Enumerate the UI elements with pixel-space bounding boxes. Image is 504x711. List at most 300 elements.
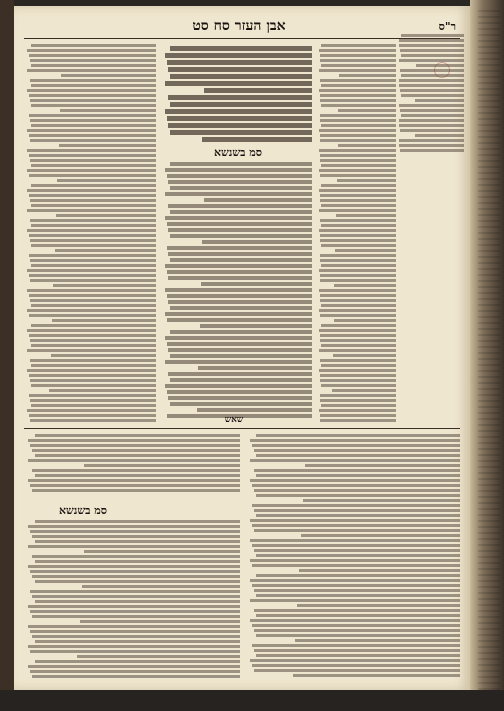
- text-line: [319, 349, 396, 352]
- text-line: [320, 379, 396, 382]
- text-line: [27, 349, 156, 352]
- text-line: [170, 354, 312, 358]
- text-line: [399, 144, 464, 147]
- text-line: [321, 184, 396, 187]
- book-page: [14, 6, 470, 690]
- text-line: [198, 366, 312, 370]
- text-line: [170, 258, 312, 262]
- text-line: [252, 664, 460, 667]
- text-line: [27, 409, 156, 412]
- lower-commentary-right: [248, 434, 460, 682]
- text-line: [321, 44, 396, 47]
- text-line: [336, 214, 396, 217]
- text-line: [29, 54, 156, 57]
- text-line: [332, 389, 396, 392]
- text-line: [321, 304, 396, 307]
- text-line: [167, 174, 312, 178]
- text-line: [204, 88, 312, 93]
- text-line: [252, 484, 460, 487]
- text-line: [30, 199, 156, 202]
- text-line: [167, 390, 312, 394]
- text-line: [320, 94, 396, 97]
- lower-section-heading: סמ בשנשא: [58, 504, 108, 517]
- text-line: [305, 464, 460, 467]
- text-line: [254, 449, 460, 452]
- text-line: [32, 615, 240, 618]
- text-line: [401, 34, 464, 37]
- text-line: [320, 59, 396, 62]
- text-line: [30, 419, 156, 422]
- text-line: [319, 309, 396, 312]
- text-line: [319, 369, 396, 372]
- text-line: [167, 294, 312, 298]
- text-line: [165, 312, 312, 316]
- text-line: [29, 334, 156, 337]
- text-line: [338, 109, 396, 112]
- text-line: [168, 396, 312, 400]
- text-line: [399, 139, 464, 142]
- text-line: [30, 670, 240, 673]
- text-line: [321, 124, 396, 127]
- text-line: [415, 99, 464, 102]
- text-line: [401, 74, 464, 77]
- text-line: [252, 524, 460, 527]
- text-line: [321, 224, 396, 227]
- text-line: [252, 544, 460, 547]
- text-line: [321, 164, 396, 167]
- text-line: [319, 189, 396, 192]
- text-line: [321, 204, 396, 207]
- text-line: [320, 299, 396, 302]
- text-line: [320, 359, 396, 362]
- text-line: [320, 234, 396, 237]
- lower-commentary-left: [26, 520, 240, 682]
- text-line: [321, 344, 396, 347]
- text-line: [31, 164, 156, 167]
- scan-background-bottom: [0, 690, 504, 711]
- text-line: [31, 64, 156, 67]
- text-line: [319, 169, 396, 172]
- text-line: [30, 399, 156, 402]
- text-line: [320, 419, 396, 422]
- text-line: [293, 674, 460, 677]
- text-line: [30, 570, 240, 573]
- text-line: [28, 605, 240, 608]
- text-line: [320, 259, 396, 262]
- text-line: [254, 609, 460, 612]
- text-line: [250, 599, 460, 602]
- text-line: [29, 94, 156, 97]
- text-line: [30, 444, 240, 447]
- text-line: [30, 610, 240, 613]
- text-line: [28, 665, 240, 668]
- main-text-body: [164, 162, 312, 422]
- text-line: [320, 399, 396, 402]
- text-line: [299, 569, 460, 572]
- text-line: [32, 555, 240, 558]
- text-line: [320, 374, 396, 377]
- text-line: [256, 654, 460, 657]
- text-line: [200, 324, 312, 328]
- text-line: [319, 49, 396, 52]
- text-line: [252, 444, 460, 447]
- text-line: [170, 130, 312, 135]
- text-line: [31, 204, 156, 207]
- text-line: [256, 474, 460, 477]
- text-line: [319, 89, 396, 92]
- text-line: [29, 314, 156, 317]
- text-line: [27, 89, 156, 92]
- text-line: [254, 589, 460, 592]
- text-line: [338, 144, 397, 147]
- text-line: [167, 318, 312, 322]
- text-line: [165, 288, 312, 292]
- text-line: [168, 300, 312, 304]
- text-line: [165, 109, 312, 114]
- text-line: [29, 294, 156, 297]
- text-line: [170, 74, 312, 79]
- text-line: [30, 59, 156, 62]
- text-line: [28, 439, 240, 442]
- text-line: [170, 378, 312, 382]
- text-line: [32, 449, 240, 452]
- text-line: [320, 139, 396, 142]
- text-line: [29, 114, 156, 117]
- text-line: [301, 534, 460, 537]
- end-marker: שאש: [224, 415, 244, 425]
- text-line: [35, 560, 240, 563]
- text-line: [399, 39, 464, 42]
- text-line: [31, 44, 156, 47]
- text-line: [250, 539, 460, 542]
- text-line: [27, 169, 156, 172]
- text-line: [30, 650, 240, 653]
- text-line: [320, 54, 396, 57]
- text-line: [321, 64, 396, 67]
- text-line: [319, 149, 396, 152]
- text-line: [35, 640, 240, 643]
- text-line: [82, 585, 240, 588]
- text-line: [321, 104, 396, 107]
- text-line: [84, 550, 240, 553]
- text-line: [56, 214, 156, 217]
- text-line: [27, 209, 156, 212]
- page-marker: ר"ס: [438, 20, 456, 33]
- text-line: [400, 149, 464, 152]
- text-line: [59, 144, 157, 147]
- text-line: [168, 123, 312, 128]
- text-line: [165, 168, 312, 172]
- text-line: [35, 660, 240, 663]
- text-line: [61, 74, 156, 77]
- text-line: [29, 374, 156, 377]
- text-line: [27, 49, 156, 52]
- text-line: [31, 124, 156, 127]
- text-line: [27, 329, 156, 332]
- text-line: [333, 354, 396, 357]
- text-line: [250, 519, 460, 522]
- text-line: [250, 659, 460, 662]
- running-title: אבן העזר סח סט: [192, 18, 286, 34]
- text-line: [256, 554, 460, 557]
- text-line: [400, 129, 464, 132]
- text-line: [320, 134, 396, 137]
- text-line: [32, 675, 240, 678]
- text-line: [168, 67, 312, 72]
- text-line: [399, 124, 464, 127]
- text-line: [167, 222, 312, 226]
- text-line: [77, 655, 240, 658]
- text-line: [165, 216, 312, 220]
- text-line: [168, 276, 312, 280]
- text-line: [30, 339, 156, 342]
- text-line: [252, 584, 460, 587]
- text-line: [30, 139, 156, 142]
- text-line: [250, 459, 460, 462]
- text-line: [31, 104, 156, 107]
- text-line: [321, 364, 396, 367]
- text-line: [30, 99, 156, 102]
- text-line: [30, 119, 156, 122]
- text-line: [30, 279, 156, 282]
- text-line: [295, 639, 460, 642]
- text-line: [297, 604, 460, 607]
- text-line: [399, 59, 464, 62]
- text-line: [320, 119, 396, 122]
- text-line: [30, 239, 156, 242]
- text-line: [30, 259, 156, 262]
- text-line: [319, 269, 396, 272]
- text-line: [52, 319, 156, 322]
- text-line: [30, 219, 156, 222]
- text-line: [165, 336, 312, 340]
- text-line: [320, 394, 396, 397]
- text-line: [167, 116, 312, 121]
- text-line: [320, 154, 396, 157]
- text-line: [320, 254, 396, 257]
- text-line: [165, 81, 312, 86]
- text-line: [31, 264, 156, 267]
- left-page-edge: [0, 0, 14, 711]
- text-line: [399, 79, 464, 82]
- text-line: [415, 134, 465, 137]
- text-line: [400, 89, 464, 92]
- text-line: [321, 244, 396, 247]
- text-line: [320, 294, 396, 297]
- text-line: [320, 339, 396, 342]
- text-line: [29, 414, 156, 417]
- text-line: [29, 234, 156, 237]
- text-line: [254, 669, 460, 672]
- text-line: [31, 344, 156, 347]
- text-line: [170, 210, 312, 214]
- text-line: [254, 549, 460, 552]
- text-line: [321, 264, 396, 267]
- lower-commentary-left-top: [26, 434, 240, 498]
- text-line: [201, 282, 312, 286]
- text-line: [165, 192, 312, 196]
- text-line: [35, 454, 240, 457]
- text-line: [254, 469, 460, 472]
- text-line: [165, 53, 312, 58]
- text-line: [170, 186, 312, 190]
- text-line: [250, 559, 460, 562]
- text-line: [168, 348, 312, 352]
- text-line: [29, 154, 156, 157]
- text-line: [399, 104, 464, 107]
- library-stamp: [434, 62, 450, 78]
- text-line: [32, 535, 240, 538]
- text-line: [30, 630, 240, 633]
- text-line: [165, 360, 312, 364]
- text-line: [399, 44, 464, 47]
- text-line: [320, 334, 396, 337]
- text-line: [30, 590, 240, 593]
- text-line: [30, 359, 156, 362]
- text-line: [35, 580, 240, 583]
- text-line: [170, 46, 312, 51]
- text-line: [30, 159, 156, 162]
- text-line: [28, 565, 240, 568]
- text-line: [320, 219, 396, 222]
- text-line: [28, 525, 240, 528]
- text-line: [31, 184, 156, 187]
- text-line: [35, 434, 240, 437]
- text-line: [28, 545, 240, 548]
- text-line: [334, 284, 396, 287]
- text-line: [256, 634, 460, 637]
- text-line: [319, 129, 396, 132]
- text-line: [320, 99, 396, 102]
- text-line: [32, 575, 240, 578]
- text-line: [319, 69, 396, 72]
- text-line: [319, 289, 396, 292]
- text-line: [35, 600, 240, 603]
- text-line: [31, 404, 156, 407]
- text-line: [31, 384, 156, 387]
- text-line: [321, 384, 396, 387]
- text-line: [80, 620, 241, 623]
- text-line: [256, 454, 460, 457]
- text-line: [256, 434, 460, 437]
- text-line: [35, 474, 240, 477]
- text-line: [334, 319, 396, 322]
- text-line: [252, 504, 460, 507]
- text-line: [49, 389, 156, 392]
- text-line: [165, 264, 312, 268]
- text-line: [321, 84, 396, 87]
- text-line: [55, 249, 156, 252]
- text-line: [167, 270, 312, 274]
- lower-rule: [24, 428, 460, 429]
- text-line: [202, 137, 312, 142]
- text-line: [401, 114, 464, 117]
- text-line: [250, 579, 460, 582]
- text-line: [337, 179, 396, 182]
- text-line: [53, 284, 156, 287]
- text-line: [27, 309, 156, 312]
- text-line: [168, 180, 312, 184]
- text-line: [252, 564, 460, 567]
- text-line: [30, 379, 156, 382]
- text-line: [250, 479, 460, 482]
- text-line: [320, 159, 396, 162]
- text-line: [168, 372, 312, 376]
- text-line: [167, 60, 312, 65]
- text-line: [399, 119, 464, 122]
- text-line: [250, 619, 460, 622]
- text-line: [27, 289, 156, 292]
- text-line: [27, 189, 156, 192]
- text-line: [60, 109, 156, 112]
- text-line: [303, 499, 460, 502]
- text-line: [256, 594, 460, 597]
- text-line: [254, 629, 460, 632]
- text-line: [400, 109, 464, 112]
- text-line: [168, 252, 312, 256]
- text-line: [320, 199, 396, 202]
- text-line: [319, 209, 396, 212]
- text-line: [31, 324, 156, 327]
- left-commentary-column: [26, 44, 156, 424]
- text-line: [29, 274, 156, 277]
- text-line: [31, 224, 156, 227]
- text-line: [27, 129, 156, 132]
- text-line: [320, 174, 396, 177]
- text-line: [57, 179, 156, 182]
- text-line: [31, 244, 156, 247]
- text-line: [168, 204, 312, 208]
- main-text-upper: [164, 46, 312, 144]
- text-line: [35, 540, 240, 543]
- text-line: [32, 489, 240, 492]
- text-line: [401, 94, 464, 97]
- text-line: [320, 414, 396, 417]
- text-line: [170, 402, 312, 406]
- text-line: [31, 84, 156, 87]
- text-line: [30, 484, 240, 487]
- text-line: [204, 198, 312, 202]
- text-line: [256, 614, 460, 617]
- text-line: [168, 95, 312, 100]
- text-line: [400, 49, 464, 52]
- text-line: [27, 149, 156, 152]
- text-line: [27, 269, 156, 272]
- text-line: [29, 194, 156, 197]
- text-line: [84, 464, 240, 467]
- text-line: [51, 354, 156, 357]
- text-line: [35, 520, 240, 523]
- text-line: [31, 364, 156, 367]
- section-heading: סמ בשנשא: [213, 146, 263, 159]
- right-commentary-column: [318, 44, 396, 424]
- text-line: [170, 306, 312, 310]
- text-line: [30, 79, 156, 82]
- text-line: [254, 489, 460, 492]
- text-line: [32, 635, 240, 638]
- text-line: [399, 84, 464, 87]
- text-line: [167, 342, 312, 346]
- text-line: [321, 404, 396, 407]
- text-line: [254, 529, 460, 532]
- text-line: [320, 194, 396, 197]
- header-rule: [24, 38, 460, 39]
- text-line: [29, 254, 156, 257]
- text-line: [335, 249, 396, 252]
- text-line: [401, 54, 464, 57]
- text-line: [319, 409, 396, 412]
- text-line: [165, 384, 312, 388]
